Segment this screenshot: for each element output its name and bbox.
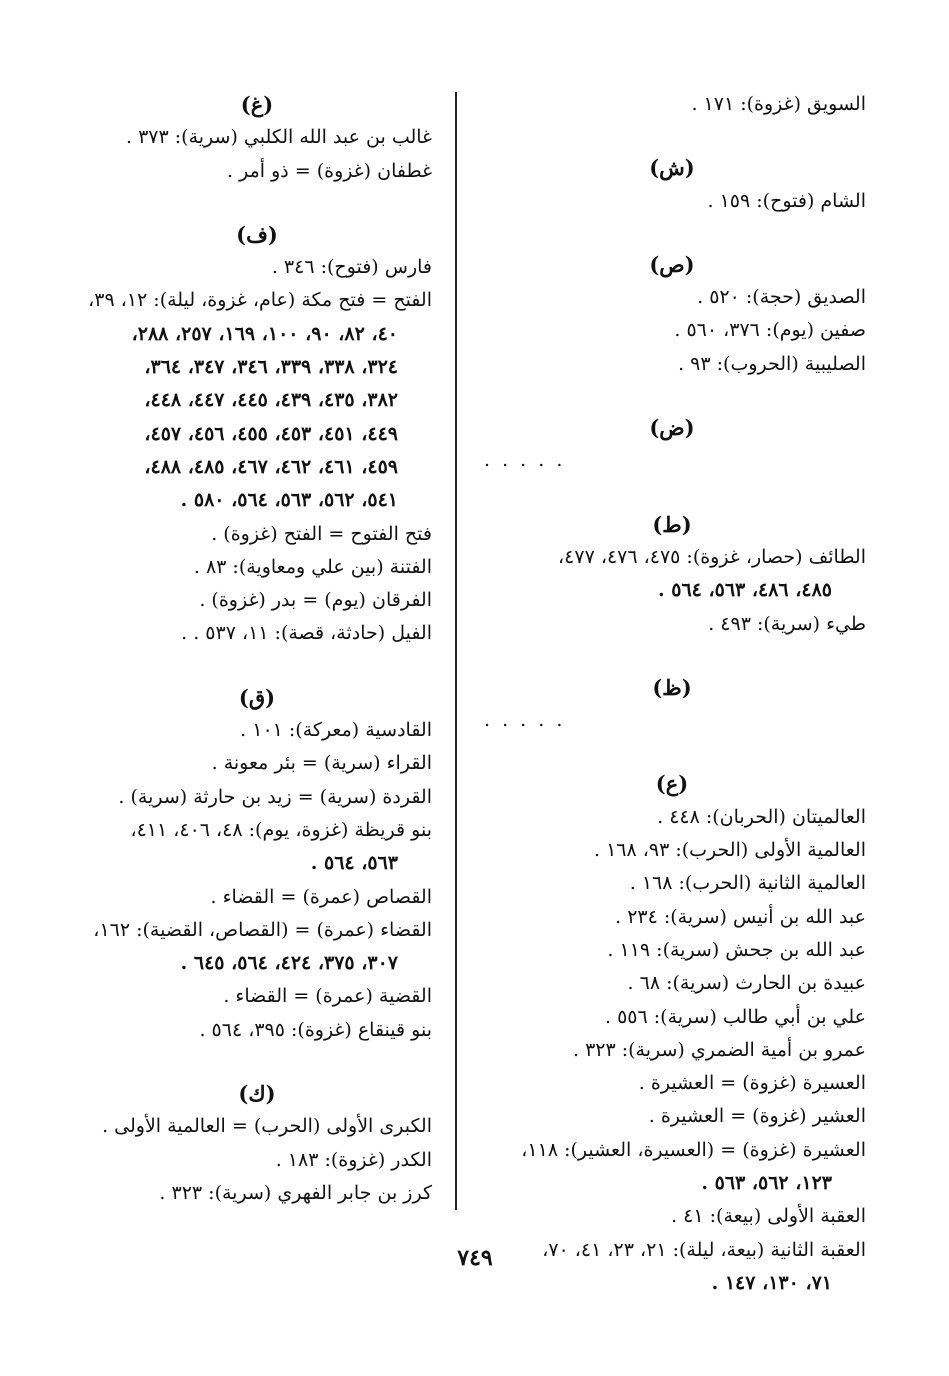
index-entry-continuation: ٧١، ١٣٠، ١٤٧ . bbox=[711, 1271, 832, 1294]
index-entry: الطائف (حصار، غزوة): ٤٧٥، ٤٧٦، ٤٧٧، bbox=[558, 545, 866, 568]
index-entry: القصاص (عمرة) = القضاء . bbox=[210, 885, 432, 908]
empty-letter-dots: . . . . . bbox=[484, 709, 566, 732]
index-entry: العشير (غزوة) = العشيرة . bbox=[648, 1105, 866, 1128]
index-entry-continuation: ٤٥٩، ٤٦١، ٤٦٢، ٤٦٧، ٤٨٥، ٤٨٨، bbox=[144, 455, 398, 478]
index-entry: القادسية (معركة): ١٠١ . bbox=[240, 719, 432, 742]
page-number: ٧٤٩ bbox=[457, 1245, 493, 1271]
index-entry: العقبة الأولى (بيعة): ٤١ . bbox=[671, 1205, 866, 1228]
section-gap bbox=[478, 737, 866, 767]
column-divider bbox=[455, 92, 457, 1210]
letter-heading: (ط) bbox=[652, 511, 692, 537]
letter-heading: (غ) bbox=[240, 92, 274, 117]
index-entry: عمرو بن أمية الضمري (سرية): ٣٢٣ . bbox=[572, 1038, 866, 1061]
index-section bbox=[478, 671, 866, 738]
index-section bbox=[478, 767, 866, 1300]
section-gap bbox=[478, 218, 866, 248]
index-entry: الفتنة (بين علي ومعاوية): ٨٣ . bbox=[193, 555, 432, 578]
section-gap bbox=[478, 121, 866, 151]
index-entry-continuation: ٣٠٧، ٣٧٥، ٤٢٤، ٥٦٤، ٦٤٥ . bbox=[180, 952, 398, 975]
index-entry: الكبرى الأولى (الحرب) = العالمية الأولى . bbox=[102, 1115, 432, 1138]
index-entry: الفيل (حادثة، قصة): ١١، ٥٣٧ . . bbox=[181, 622, 432, 645]
index-section bbox=[478, 151, 866, 218]
section-gap bbox=[82, 188, 432, 218]
index-entry-continuation: ٥٦٣، ٥٦٤ . bbox=[310, 852, 398, 875]
section-gap bbox=[82, 651, 432, 681]
empty-letter-dots: . . . . . bbox=[484, 449, 566, 472]
index-section bbox=[82, 218, 432, 651]
index-entry: القردة (سرية) = زيد بن حارثة (سرية) . bbox=[118, 785, 432, 808]
index-section bbox=[82, 1077, 432, 1210]
index-entry-continuation: ٤٨٥، ٤٨٦، ٥٦٣، ٥٦٤ . bbox=[658, 579, 832, 602]
index-entry: العشيرة (غزوة) = (العسيرة، العشير): ١١٨، bbox=[521, 1138, 866, 1161]
index-entry-continuation: ٣٢٤، ٣٣٨، ٣٣٩، ٣٤٦، ٣٤٧، ٣٦٤، bbox=[144, 356, 398, 379]
right-column bbox=[478, 88, 866, 1300]
letter-heading: (ص) bbox=[649, 251, 695, 277]
index-entry: الفتح = فتح مكة (عام، غزوة، ليلة): ١٢، ٣٩، bbox=[88, 289, 432, 312]
index-entry: الشام (فتوح): ١٥٩ . bbox=[707, 189, 866, 212]
index-entry-continuation: ٣٨٢، ٤٣٥، ٤٣٩، ٤٤٥، ٤٤٧، ٤٤٨، bbox=[144, 389, 398, 412]
index-entry: علي بن أبي طالب (سرية): ٥٥٦ . bbox=[605, 1005, 866, 1028]
index-entry: فارس (فتوح): ٣٤٦ . bbox=[271, 256, 432, 279]
index-entry: العسيرة (غزوة) = العشيرة . bbox=[638, 1072, 866, 1095]
index-entry: السويق (غزوة): ١٧١ . bbox=[691, 93, 866, 115]
section-gap bbox=[478, 381, 866, 411]
index-entry-continuation: ٤٤٩، ٤٥١، ٤٥٣، ٤٥٥، ٤٥٦، ٤٥٧، bbox=[144, 422, 398, 445]
index-entry: عبد الله بن جحش (سرية): ١١٩ . bbox=[607, 938, 866, 961]
index-entry: غالب بن عبد الله الكلبي (سرية): ٣٧٣ . bbox=[126, 126, 432, 149]
index-entry: بنو قينقاع (غزوة): ٣٩٥، ٥٦٤ . bbox=[199, 1018, 432, 1041]
index-entry: غطفان (غزوة) = ذو أمر . bbox=[227, 159, 432, 182]
index-entry: طيء (سرية): ٤٩٣ . bbox=[708, 612, 866, 635]
letter-heading: (ف) bbox=[236, 221, 278, 247]
index-section bbox=[478, 411, 866, 478]
index-section bbox=[82, 88, 432, 188]
index-entry: عبيدة بن الحارث (سرية): ٦٨ . bbox=[627, 972, 866, 995]
index-entry: القضاء (عمرة) = (القصاص، القضية): ١٦٢، bbox=[93, 918, 432, 941]
letter-heading: (ش) bbox=[649, 155, 695, 181]
index-section bbox=[82, 681, 432, 1047]
index-section bbox=[478, 88, 866, 121]
index-entry: القراء (سرية) = بئر معونة . bbox=[211, 752, 432, 775]
letter-heading: (ق) bbox=[238, 684, 276, 710]
index-entry: بنو قريظة (غزوة، يوم): ٤٨، ٤٠٦، ٤١١، bbox=[130, 818, 432, 841]
index-entry: الفرقان (يوم) = بدر (غزوة) . bbox=[199, 589, 432, 612]
index-entry: العالمية الثانية (الحرب): ١٦٨ . bbox=[629, 872, 866, 895]
letter-heading: (ظ) bbox=[652, 674, 692, 700]
index-entry: الصديق (حجة): ٥٢٠ . bbox=[697, 286, 866, 309]
index-section bbox=[478, 248, 866, 381]
index-entry: فتح الفتوح = الفتح (غزوة) . bbox=[211, 522, 432, 545]
index-entry: عبد الله بن أنيس (سرية): ٢٣٤ . bbox=[615, 905, 866, 928]
index-entry: العالميتان (الحربان): ٤٤٨ . bbox=[657, 805, 866, 828]
index-section bbox=[478, 508, 866, 641]
index-entry-continuation: ٤٠، ٨٢، ٩٠، ١٠٠، ١٦٩، ٢٥٧، ٢٨٨، bbox=[131, 322, 398, 345]
index-entry: العالمية الأولى (الحرب): ٩٣، ١٦٨ . bbox=[594, 839, 866, 862]
index-entry: الصليبية (الحروب): ٩٣ . bbox=[678, 352, 866, 375]
index-entry-continuation: ١٢٣، ٥٦٢، ٥٦٣ . bbox=[701, 1172, 832, 1195]
index-entry-continuation: ٥٤١، ٥٦٢، ٥٦٣، ٥٦٤، ٥٨٠ . bbox=[180, 489, 398, 512]
letter-heading: (ض) bbox=[649, 415, 695, 441]
section-gap bbox=[478, 478, 866, 508]
index-entry: الكدر (غزوة): ١٨٣ . bbox=[275, 1148, 432, 1171]
index-entry: القضية (عمرة) = القضاء . bbox=[223, 985, 432, 1008]
index-entry: العقبة الثانية (بيعة، ليلة): ٢١، ٢٣، ٤١، ٧٠، bbox=[542, 1238, 866, 1261]
index-entry: صفين (يوم): ٣٧٦، ٥٦٠ . bbox=[674, 319, 866, 342]
letter-heading: (ك) bbox=[238, 1081, 276, 1107]
left-column bbox=[82, 88, 432, 1210]
section-gap bbox=[478, 641, 866, 671]
letter-heading: (ع) bbox=[655, 771, 689, 797]
index-entry: كرز بن جابر الفهري (سرية): ٣٢٣ . bbox=[159, 1181, 432, 1204]
section-gap bbox=[82, 1047, 432, 1077]
